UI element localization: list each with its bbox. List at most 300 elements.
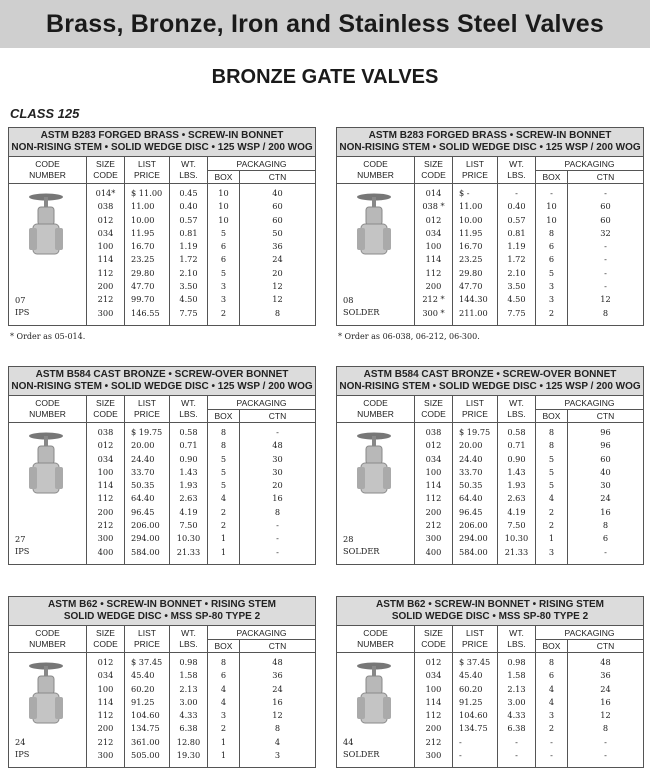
table-cell: 20.00 <box>459 440 483 451</box>
table-cell: 300 <box>97 750 114 761</box>
table-cell: - <box>515 750 518 761</box>
table-cell: - <box>604 188 607 198</box>
table-cell: 012 <box>425 440 442 451</box>
table-cell: 134.75 <box>131 723 160 734</box>
table-cell: 114 <box>425 696 442 707</box>
table-cell: 24 <box>600 683 611 694</box>
table-cell: 0.40 <box>507 201 526 212</box>
table-cell: 012 <box>97 214 114 225</box>
table-header <box>9 367 315 396</box>
table-cell: 212 <box>425 520 442 531</box>
table-cell: 112 <box>425 267 442 278</box>
code-number: 07 <box>15 295 26 305</box>
table-cell: 1.19 <box>179 241 198 252</box>
table-cell: - <box>604 750 607 761</box>
table-cell: 100 <box>97 683 114 694</box>
table-cell: 23.25 <box>459 254 483 265</box>
table-cell: 60 <box>272 201 283 212</box>
table-cell: 1.58 <box>507 670 526 681</box>
table-cell: 5 <box>220 227 227 238</box>
table-cell: 100 <box>425 683 442 694</box>
table-cell: - <box>276 533 279 544</box>
table-cell: 8 <box>602 723 609 734</box>
table-cell: 8 <box>548 427 555 437</box>
table-body <box>9 396 315 564</box>
table-cell: 4.33 <box>507 710 526 721</box>
col-header-size-code: SIZE CODE <box>87 626 125 653</box>
table-cell: 16.70 <box>459 241 483 252</box>
table-cell: 212 <box>97 520 114 531</box>
table-cell: 300 <box>425 750 442 761</box>
table-cell: 40 <box>600 466 611 477</box>
table-cell: 114 <box>425 254 442 265</box>
ctn-column <box>240 423 315 564</box>
table-cell: 7.75 <box>179 307 198 318</box>
table-cell: 36 <box>600 670 611 681</box>
table-cell: 038 <box>97 427 114 437</box>
table-cell: 48 <box>600 657 611 667</box>
table-cell: 014 <box>425 188 442 198</box>
table-cell: 60 <box>600 201 611 212</box>
table-cell: 10.00 <box>131 214 155 225</box>
table-cell: 32 <box>600 227 611 238</box>
table-cell: 114 <box>425 480 442 491</box>
table-cell: 6 <box>548 254 555 265</box>
table-title-line1: ASTM B62 • SCREW-IN BONNET • RISING STEM <box>376 599 604 610</box>
table-cell: 36 <box>272 241 283 252</box>
code-type: IPS <box>15 749 30 760</box>
table-cell: 0.57 <box>507 214 526 225</box>
table-cell: 112 <box>97 710 114 721</box>
table-cell: 2.13 <box>179 683 198 694</box>
gate-valve-icon <box>23 431 69 501</box>
table-cell: 12 <box>272 294 283 305</box>
code-type: SOLDER <box>343 307 380 317</box>
col-header-code-number: CODE NUMBER <box>9 626 87 653</box>
col-header-code-number: CODE NUMBER <box>337 626 415 653</box>
table-cell: 0.45 <box>179 188 198 198</box>
box-column <box>536 423 568 564</box>
table-cell: 1.93 <box>507 480 526 491</box>
table-cell: 200 <box>425 281 442 292</box>
code-number: 24 <box>15 737 26 748</box>
table-cell: 2 <box>548 506 555 517</box>
table-cell: 8 <box>274 723 281 734</box>
table-cell: 8 <box>548 657 555 667</box>
table-cell: 5 <box>548 453 555 464</box>
code-number-cell <box>337 423 415 564</box>
gate-valve-icon <box>23 192 69 262</box>
table-cell: 1.43 <box>179 466 198 477</box>
table-cell: - <box>604 546 607 557</box>
table-cell: 6 <box>548 241 555 252</box>
table-cell: 8 <box>602 520 609 531</box>
table-cell: 7.75 <box>507 307 526 318</box>
table-cell: 8 <box>220 657 227 667</box>
table-cell: 100 <box>97 241 114 252</box>
table-cell: 038 <box>97 201 114 212</box>
col-header-packaging: PACKAGING BOX CTN <box>536 396 643 423</box>
table-title-line2: NON-RISING STEM • SOLID WEDGE DISC • 125 WSP / 200 WOG <box>339 381 641 392</box>
table-cell: 23.25 <box>131 254 155 265</box>
valve-table <box>8 366 316 565</box>
table-cell: 2.63 <box>507 493 526 504</box>
table-cell: - <box>550 188 553 198</box>
table-title-line2: NON-RISING STEM • SOLID WEDGE DISC • 125 WSP / 200 WOG <box>339 142 641 153</box>
table-cell: 038 <box>425 427 442 437</box>
weight-column <box>170 653 208 767</box>
table-title-line1: ASTM B283 FORGED BRASS • SCREW-IN BONNET <box>40 130 284 141</box>
table-cell: 7.50 <box>179 520 198 531</box>
col-header-packaging: PACKAGING BOX CTN <box>208 626 315 653</box>
table-cell: 21.33 <box>504 546 529 557</box>
gate-valve-icon <box>23 661 69 731</box>
table-cell: 012 <box>425 657 442 667</box>
table-body <box>337 157 643 325</box>
table-cell: 8 <box>220 427 227 437</box>
table-cell: 0.58 <box>179 427 198 437</box>
table-cell: 19.30 <box>176 750 201 761</box>
weight-column <box>498 423 536 564</box>
table-title-line1: ASTM B62 • SCREW-IN BONNET • RISING STEM <box>48 599 276 610</box>
box-column <box>536 653 568 767</box>
table-cell: 0.57 <box>179 214 198 225</box>
weight-column <box>498 184 536 325</box>
table-cell: 96 <box>600 427 611 437</box>
table-cell: 206.00 <box>459 520 488 531</box>
table-cell: $ 11.00 <box>131 188 163 198</box>
col-header-list-price: LIST PRICE <box>125 396 170 423</box>
size-column <box>415 184 453 325</box>
col-header-list-price: LIST PRICE <box>453 157 498 184</box>
table-cell: 10 <box>218 188 229 198</box>
table-cell: 0.90 <box>507 453 526 464</box>
size-column <box>87 423 125 564</box>
table-cell: 2 <box>220 307 227 318</box>
table-cell: 112 <box>425 493 442 504</box>
table-cell: 144.30 <box>459 294 488 305</box>
table-cell: 2 <box>548 520 555 531</box>
table-cell: 034 <box>425 227 442 238</box>
table-cell: 24 <box>600 493 611 504</box>
code-number: 08 <box>343 295 354 305</box>
table-cell: 36 <box>272 670 283 681</box>
table-cell: 8 <box>548 227 555 238</box>
table-cell: 1.58 <box>179 670 198 681</box>
col-header-size-code: SIZE CODE <box>415 396 453 423</box>
table-cell: 16.70 <box>131 241 155 252</box>
table-cell: 6.38 <box>507 723 526 734</box>
table-cell: 100 <box>425 241 442 252</box>
table-cell: 4.33 <box>179 710 198 721</box>
table-cell: 16 <box>272 696 283 707</box>
code-type: IPS <box>15 307 30 317</box>
table-cell: 30 <box>272 466 283 477</box>
gate-valve-icon <box>351 192 397 262</box>
price-column <box>125 184 170 325</box>
table-cell: 114 <box>97 696 114 707</box>
col-header-packaging: PACKAGING BOX CTN <box>536 157 643 184</box>
table-cell: 0.81 <box>507 227 526 238</box>
table-cell: 11.95 <box>459 227 483 238</box>
table-cell: 50.35 <box>459 480 483 491</box>
box-column <box>208 423 240 564</box>
table-title-line1: ASTM B584 CAST BRONZE • SCREW-OVER BONNET <box>35 369 289 380</box>
table-cell: - <box>276 546 279 557</box>
price-column <box>125 423 170 564</box>
table-cell: 20 <box>272 267 283 278</box>
table-cell: 16 <box>600 696 611 707</box>
col-header-weight: WT. LBS. <box>498 626 536 653</box>
table-cell: 24 <box>272 683 283 694</box>
table-cell: 50 <box>272 227 283 238</box>
table-cell: 12 <box>600 710 611 721</box>
table-cell: 10.00 <box>459 214 483 225</box>
table-cell: 104.60 <box>131 710 160 721</box>
table-cell: 21.33 <box>176 546 201 557</box>
table-cell: - <box>604 254 607 265</box>
table-cell: 4 <box>548 493 555 504</box>
price-column <box>453 653 498 767</box>
code-type: SOLDER <box>343 749 380 760</box>
table-cell: 5 <box>548 466 555 477</box>
table-cell: 6.38 <box>179 723 198 734</box>
code-number: 44 <box>343 737 354 748</box>
valve-table <box>336 366 644 565</box>
table-cell: 034 <box>425 453 442 464</box>
table-cell: 200 <box>97 723 114 734</box>
table-cell: 20.00 <box>131 440 155 451</box>
table-cell: 0.98 <box>507 657 526 667</box>
table-cell: 4 <box>274 736 281 747</box>
table-cell: 5 <box>548 267 555 278</box>
table-header <box>9 597 315 626</box>
table-cell: 5 <box>220 453 227 464</box>
table-cell: 24 <box>272 254 283 265</box>
code-number-cell <box>9 423 87 564</box>
col-header-packaging: PACKAGING BOX CTN <box>536 626 643 653</box>
col-header-size-code: SIZE CODE <box>415 626 453 653</box>
table-cell: 10 <box>546 214 557 225</box>
table-cell: 3 <box>220 294 227 305</box>
table-cell: 212 * <box>422 294 445 305</box>
table-cell: 12 <box>272 281 283 292</box>
table-cell: 2 <box>548 723 555 734</box>
table-cell: - <box>604 736 607 747</box>
table-cell: 1 <box>220 750 227 761</box>
table-cell: - <box>550 736 553 747</box>
table-cell: 212 <box>97 736 114 747</box>
table-cell: 114 <box>97 480 114 491</box>
table-cell: 45.40 <box>131 670 155 681</box>
table-cell: 400 <box>97 546 114 557</box>
weight-column <box>498 653 536 767</box>
table-cell: 212 <box>97 294 114 305</box>
table-cell: 300 * <box>422 307 445 318</box>
table-cell: 2.63 <box>179 493 198 504</box>
code-number-cell <box>9 184 87 325</box>
table-cell: 1.72 <box>507 254 526 265</box>
table-cell: 12 <box>600 294 611 305</box>
table-cell: 6 <box>548 670 555 681</box>
price-column <box>453 423 498 564</box>
code-number-cell <box>337 653 415 767</box>
table-title-line2: NON-RISING STEM • SOLID WEDGE DISC • 125 WSP / 200 WOG <box>11 142 313 153</box>
table-cell: 8 <box>220 440 227 451</box>
table-cell: 8 <box>548 440 555 451</box>
table-cell: 8 <box>274 506 281 517</box>
table-header <box>337 367 643 396</box>
table-cell: $ 19.75 <box>131 427 163 437</box>
table-title-line2: SOLID WEDGE DISC • MSS SP-80 TYPE 2 <box>63 611 261 622</box>
ctn-column <box>568 184 643 325</box>
table-cell: 8 <box>274 307 281 318</box>
table-body <box>337 626 643 767</box>
table-cell: 5 <box>220 480 227 491</box>
col-header-code-number: CODE NUMBER <box>337 396 415 423</box>
table-cell: 0.90 <box>179 453 198 464</box>
table-cell: - <box>604 267 607 278</box>
code-number: 28 <box>343 534 354 544</box>
col-header-list-price: LIST PRICE <box>125 626 170 653</box>
page-banner <box>0 0 650 48</box>
col-header-code-number: CODE NUMBER <box>9 157 87 184</box>
size-column <box>415 423 453 564</box>
table-cell: 0.98 <box>179 657 198 667</box>
table-cell: 2 <box>220 506 227 517</box>
table-cell: 99.70 <box>131 294 155 305</box>
table-cell: 012 <box>97 657 114 667</box>
col-header-size-code: SIZE CODE <box>87 396 125 423</box>
table-cell: 48 <box>272 440 283 451</box>
table-cell: 100 <box>425 466 442 477</box>
table-cell: 60 <box>272 214 283 225</box>
size-column <box>415 653 453 767</box>
weight-column <box>170 423 208 564</box>
table-cell: 10.30 <box>504 533 529 544</box>
table-cell: 8 <box>602 307 609 318</box>
table-cell: 47.70 <box>131 281 155 292</box>
table-cell: $ 19.75 <box>459 427 491 437</box>
table-cell: 1.19 <box>507 241 526 252</box>
table-cell: 146.55 <box>131 307 160 318</box>
code-number-cell <box>9 653 87 767</box>
code-type: SOLDER <box>343 546 380 556</box>
valve-table <box>8 127 316 326</box>
table-cell: 40 <box>272 188 283 198</box>
table-cell: 24.40 <box>131 453 155 464</box>
class-label: CLASS 125 <box>10 106 80 121</box>
table-cell: 3.50 <box>507 281 526 292</box>
table-cell: 3 <box>548 710 555 721</box>
table-cell: 2.13 <box>507 683 526 694</box>
table-cell: 6 <box>220 241 227 252</box>
table-cell: 0.71 <box>179 440 198 451</box>
table-cell: 2.10 <box>507 267 526 278</box>
table-cell: 4.19 <box>507 506 526 517</box>
table-cell: 20 <box>272 480 283 491</box>
col-header-packaging: PACKAGING BOX CTN <box>208 396 315 423</box>
table-cell: 505.00 <box>131 750 160 761</box>
table-cell: 60.20 <box>131 683 155 694</box>
box-column <box>208 653 240 767</box>
gate-valve-icon <box>351 431 397 501</box>
table-cell: 60.20 <box>459 683 483 694</box>
table-cell: 0.58 <box>507 427 526 437</box>
valve-table <box>336 127 644 326</box>
price-column <box>125 653 170 767</box>
table-cell: 034 <box>97 670 114 681</box>
table-cell: 1.93 <box>179 480 198 491</box>
valve-table <box>336 596 644 768</box>
ctn-column <box>568 423 643 564</box>
table-cell: 60 <box>600 214 611 225</box>
table-cell: - <box>459 736 462 747</box>
table-cell: 2.10 <box>179 267 198 278</box>
table-cell: 5 <box>548 480 555 491</box>
table-cell: 10 <box>218 214 229 225</box>
table-cell: 91.25 <box>131 696 155 707</box>
table-cell: 6 <box>220 254 227 265</box>
table-footnote: * Order as 06-038, 06-212, 06-300. <box>338 332 480 341</box>
table-cell: 200 <box>425 506 442 517</box>
weight-column <box>170 184 208 325</box>
table-cell: 1 <box>220 546 227 557</box>
table-cell: - <box>550 750 553 761</box>
table-cell: 584.00 <box>131 546 160 557</box>
table-title-line2: NON-RISING STEM • SOLID WEDGE DISC • 125 WSP / 200 WOG <box>11 381 313 392</box>
table-cell: 11.95 <box>131 227 155 238</box>
table-cell: 6 <box>602 533 609 544</box>
table-cell: - <box>515 188 518 198</box>
table-cell: 104.60 <box>459 710 488 721</box>
table-cell: 012 <box>425 214 442 225</box>
box-column <box>208 184 240 325</box>
size-column <box>87 184 125 325</box>
ctn-column <box>568 653 643 767</box>
table-cell: 50.35 <box>131 480 155 491</box>
table-cell: - <box>515 736 518 747</box>
table-cell: 16 <box>600 506 611 517</box>
table-cell: 200 <box>425 723 442 734</box>
table-cell: 91.25 <box>459 696 483 707</box>
col-header-list-price: LIST PRICE <box>453 626 498 653</box>
table-header <box>337 597 643 626</box>
table-cell: 11.00 <box>459 201 483 212</box>
table-cell: 114 <box>97 254 114 265</box>
table-cell: 400 <box>425 546 442 557</box>
table-cell: 3 <box>274 750 281 761</box>
gate-valve-icon <box>351 661 397 731</box>
table-cell: 300 <box>97 533 114 544</box>
col-header-weight: WT. LBS. <box>170 157 208 184</box>
table-cell: 3 <box>548 294 555 305</box>
table-title-line1: ASTM B584 CAST BRONZE • SCREW-OVER BONNET <box>363 369 617 380</box>
table-cell: 96 <box>600 440 611 451</box>
table-cell: 30 <box>272 453 283 464</box>
table-cell: $ 37.45 <box>459 657 491 667</box>
table-cell: 2 <box>548 307 555 318</box>
table-cell: 1 <box>220 736 227 747</box>
col-header-weight: WT. LBS. <box>498 157 536 184</box>
table-cell: 3.00 <box>507 696 526 707</box>
table-cell: 034 <box>425 670 442 681</box>
table-cell: 10 <box>546 201 557 212</box>
table-cell: 3.00 <box>179 696 198 707</box>
table-cell: 96.45 <box>131 506 155 517</box>
table-cell: 30 <box>600 480 611 491</box>
table-cell: 134.75 <box>459 723 488 734</box>
